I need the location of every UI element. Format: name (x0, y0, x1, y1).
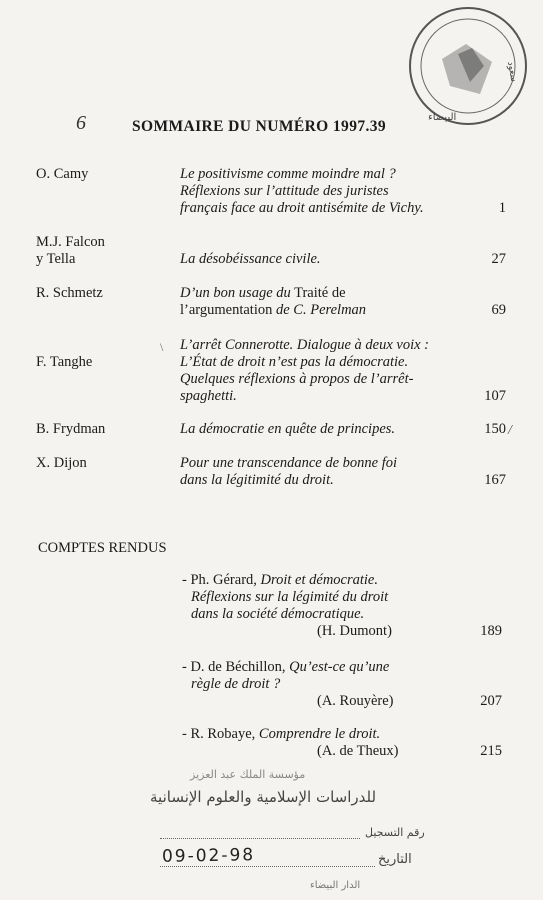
page-number: 69 (491, 302, 506, 318)
svg-text:البيضاء: البيضاء (428, 112, 457, 123)
page-number: 215 (480, 743, 502, 759)
reviewer: (H. Dumont) (317, 623, 392, 639)
stamp-studies-line: للدراسات الإسلامية والعلوم الإنسانية (150, 788, 377, 806)
work-fragment: l’argumentation (180, 302, 276, 318)
review-title-line: dans la société démocratique. (191, 606, 365, 622)
review-title-line: règle de droit ? (191, 676, 281, 692)
review-author: - R. Robaye, (182, 726, 259, 742)
reviewer: (A. de Theux) (317, 743, 399, 759)
stamp-date-label: التاريخ (378, 852, 412, 867)
pencil-slash-mark: / (508, 423, 512, 438)
author: F. Tanghe (36, 354, 93, 370)
work-line: Quelques réflexions à propos de l’arrêt- (180, 371, 414, 387)
review-author: - D. de Béchillon, (182, 659, 290, 675)
work-title (180, 166, 465, 217)
work-line: L’État de droit n’est pas la démocratie. (180, 354, 409, 370)
author-line: y Tella (36, 251, 76, 267)
author: X. Dijon (36, 455, 87, 471)
work-fragment: Traité de (290, 285, 346, 301)
stamp-bottom-line: الدار البيضاء (310, 880, 361, 891)
library-seal-stamp (400, 4, 535, 134)
author-line: M.J. Falcon (36, 234, 105, 250)
review-title-line: Réflexions sur la légimité du droit (191, 589, 389, 605)
page-number: 27 (491, 251, 506, 267)
work-line: L’arrêt Connerotte. Dialogue à deux voix : (180, 337, 429, 353)
work-fragment: de C. Perelman (275, 302, 367, 318)
review-author: - Ph. Gérard, (182, 572, 261, 588)
svg-text:سعود: سعود (505, 60, 519, 83)
work-fragment: D’un bon usage du (180, 285, 291, 301)
review-title-line: Comprendre le droit. (258, 726, 381, 742)
work-title (180, 285, 465, 319)
author (36, 234, 176, 268)
review-entry (182, 726, 502, 760)
author: R. Schmetz (36, 285, 103, 301)
section-heading: COMPTES RENDUS (38, 540, 167, 556)
work-line: Pour une transcendance de bonne foi (180, 455, 398, 471)
page-number: 207 (480, 693, 502, 709)
stamp-institution-line: مؤسسة الملك عبد العزيز (190, 768, 306, 781)
pencil-tick-mark: \ (160, 340, 164, 354)
work-title (180, 455, 465, 489)
handwritten-date: 09-02-98 (161, 845, 256, 867)
work-line: français face au droit antisémite de Vichy. (180, 200, 424, 216)
work-line: Le positivisme comme moindre mal ? (180, 166, 396, 182)
review-entry (182, 659, 502, 710)
page-number: 107 (484, 388, 506, 404)
page-number: 150 (484, 421, 506, 437)
reviewer: (A. Rouyère) (317, 693, 394, 709)
handwritten-issue-number: 6 (76, 112, 86, 134)
work-line: dans la légitimité du droit. (180, 472, 334, 488)
work-line: spaghetti. (180, 388, 237, 404)
author: B. Frydman (36, 421, 106, 437)
author: O. Camy (36, 166, 89, 182)
work-line: Réflexions sur l’attitude des juristes (180, 183, 389, 199)
page-number: 1 (498, 200, 506, 216)
work-title (180, 337, 465, 405)
review-title-line: Droit et démocratie. (260, 572, 378, 588)
page-title: SOMMAIRE DU NUMÉRO 1997.39 (132, 118, 387, 135)
dotted-line (160, 838, 360, 839)
library-registration-stamp (150, 768, 450, 898)
review-title-line: Qu’est-ce qu’une (289, 659, 390, 675)
review-entry (182, 572, 502, 640)
page-number: 189 (480, 623, 502, 639)
page-number: 167 (484, 472, 506, 488)
work-title: La désobéissance civile. (180, 251, 321, 267)
work-title: La démocratie en quête de principes. (180, 421, 396, 437)
stamp-register-label: رقم التسجيل (365, 826, 425, 839)
